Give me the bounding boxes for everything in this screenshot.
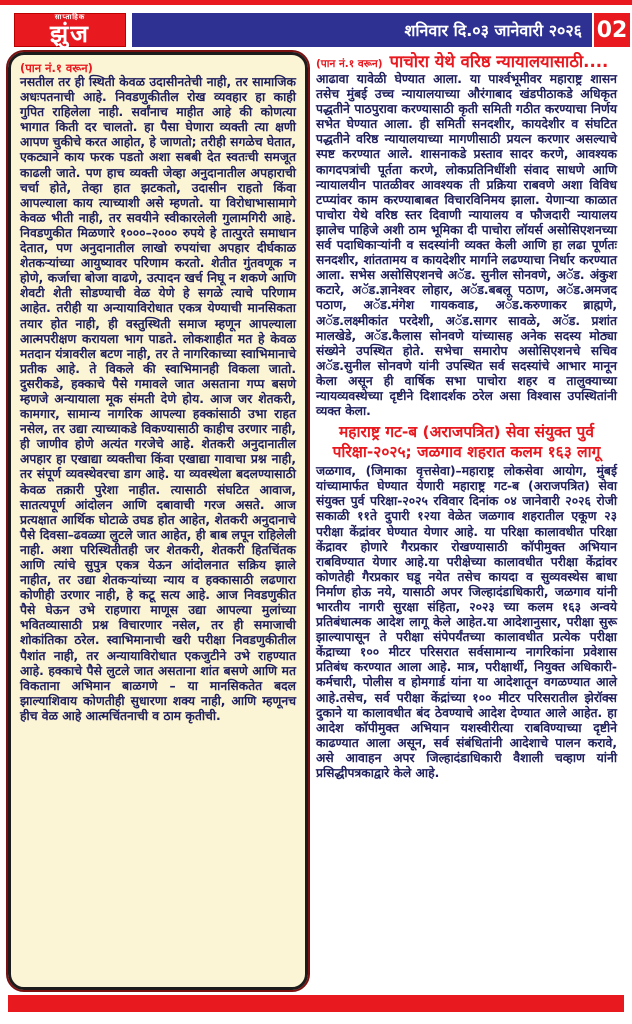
bottom-red-bar [8, 995, 624, 1012]
date-bar [132, 13, 592, 47]
top-red-rule [0, 0, 632, 5]
page-number-badge [594, 13, 630, 47]
newspaper-logo [14, 13, 126, 47]
left-article-body: नसतील तर ही स्थिती केवळ उदासीनतेची नाही, तर सामाजिक अधःपतनाची आहे. निवडणुकीतील रोख व्यवहार हा काही गुपित राहिलेला नाही. सर्वांनाच माहीत आहे की कोणत्या भागात किती दर चालतो. हा पैसा घेणारा व्यक्ती त्या क्षणी आपण चुकीचे करत आहोत, हे जाणतो; तरीही सगळेच घेतात, एकट्याने काय फरक पडतो अशा सबबी देत स्वतःची समजूत काढली जाते. पण हाच व्यक्ती जेव्हा अनुदानातील अपहाराची चर्चा होते, तेव्हा हात झटकतो, उदासीन राहतो किंवा आपल्याला काय त्याच्याशी असे म्हणतो. या विरोधाभासामागे केवळ भीती नाही, तर सवयीने स्वीकारलेली गुलामगिरी आहे. निवडणुकीत मिळणारे १०००–२००० रुपये हे तात्पुरते समाधान देतात, पण अनुदानातील लाखो रुपयांचा अपहार दीर्घकाळ शेतकऱ्यांच्या आयुष्यावर परिणाम करतो. शेतीत गुंतवणूक न होणे, कर्जाचा बोजा वाढणे, उत्पादन खर्च निघू न शकणे आणि शेवटी शेती सोडण्याची वेळ येणे हे सगळे त्याचे परिणाम आहेत. तरीही या अन्यायाविरोधात एकत्र येण्याची मानसिकता तयार होत नाही, ही वस्तुस्थिती समाज म्हणून आपल्याला आत्मपरीक्षण करायला भाग पाडते. लोकशाहीत मत हे केवळ मतदान यंत्रावरील बटण नाही, तर ते नागरिकाच्या स्वाभिमानाचे प्रतीक आहे. ते विकले की स्वाभिमानही विकला जातो. दुसरीकडे, हक्काचे पैसे गमावले जात असताना गप्प बसणे म्हणजे अन्यायाला मूक संमती देणे होय. आज जर शेतकरी, कामगार, सामान्य नागरिक आपल्या हक्कांसाठी उभा राहत नसेल, तर उद्या त्याच्याकडे विकण्यासाठी काहीच उरणार नाही, ही जाणीव होणे अत्यंत गरजेचे आहे. शेतकरी अनुदानातील अपहार हा एखाद्या व्यक्तीचा किंवा एखाद्या गावाचा प्रश्न नाही, तर संपूर्ण व्यवस्थेवरचा डाग आहे. या व्यवस्थेला बदलण्यासाठी केवळ तक्रारी पुरेशा नाहीत. त्यासाठी संघटित आवाज, सातत्यपूर्ण आंदोलन आणि दबावाची गरज असते. आज प्रत्यक्षात आर्थिक घोटाळे उघड होत आहेत, शेतकरी अनुदानाचे पैसे दिवसा–ढवळ्या लुटले जात आहेत, ही बाब लपून राहिलेली नाही. अशा परिस्थितीतही जर शेतकरी, शेतकरी हितचिंतक आणि त्यांचे सुपुत्र एकत्र येऊन आंदोलनात सक्रिय झाले नाहीत, तर उद्या शेतकऱ्यांच्या न्याय व हक्कासाठी लढणारा कोणीही उरणार नाही, हे कटू सत्य आहे. आज निवडणुकीत पैसे घेऊन उभे राहणारा माणूस उद्या आपल्या मुलांच्या भवितव्यासाठी प्रश्न विचारणार नसेल, तर ही समाजाची शोकांतिका ठरेल. स्वाभिमानाची खरी परीक्षा निवडणुकीतील पैशांत नाही, तर अन्यायाविरोधात एकजुटीने उभे राहण्यात आहे. हक्काचे पैसे लुटले जात असताना शांत बसणे आणि मत विकताना अभिमान बाळगणे – या मानसिकतेत बदल झाल्याशिवाय कोणतीही सुधारणा शक्य नाही, आणि म्हणूनच हीच वेळ आहे आत्मचिंतनाची व ठाम कृतीची. [20, 75, 296, 723]
logo-tagline: साप्ताहिक [54, 13, 86, 21]
left-article-panel [8, 52, 308, 990]
right-continuation-label: (पान नं.१ वरून) [316, 58, 383, 70]
right-article1-body: आढावा यावेळी घेण्यात आला. या पार्श्वभूमीवर महाराष्ट्र शासन तसेच मुंबई उच्च न्यायालयाच्या औरंगाबाद खंडपीठाकडे अधिकृत पद्धतीने पाठपुरावा करण्यासाठी कृती समिती गठीत करण्याचा निर्णय सभेत घेण्यात आला. ही समिती सनदशीर, कायदेशीर व संघटित पद्धतीने वरिष्ठ न्यायालयाच्या मागणीसाठी प्रयत्न करणार असल्याचे स्पष्ट करण्यात आले. शासनाकडे प्रस्ताव सादर करणे, आवश्यक कागदपत्रांची पूर्तता करणे, लोकप्रतिनिधींशी संवाद साधणे आणि न्यायालयीन पातळीवर आवश्यक ती प्रक्रिया राबवणे अशा विविध टप्प्यांवर काम करण्याबाबत विचारविनिमय झाला. येणाऱ्या काळात पाचोरा येथे वरिष्ठ स्तर दिवाणी न्यायालय व फौजदारी न्यायालय झालेच पाहिजे अशी ठाम भूमिका दी पाचोरा लॉयर्स असोसिएशनच्या सर्व पदाधिकाऱ्यांनी व सदस्यांनी व्यक्त केली आणि हा लढा पूर्णतः सनदशीर, शांततामय व कायदेशीर मार्गाने लढण्याचा निर्धार करण्यात आला. सभेस असोसिएशनचे अॅड. सुनील सोनवणे, अॅड. अंकुश कटारे, अॅड.ज्ञानेश्वर लोहार, अॅड.बबलू पठाण, अॅड.अमजद पठाण, अॅड.मंगेश गायकवाड, अॅड.करुणाकर ब्राह्मणे, अॅड.लक्ष्मीकांत परदेशी, अॅड.सागर सावळे, अॅड. प्रशांत मालखेडे, अॅड.कैलास सोनवणे यांच्यासह अनेक सदस्य मोठ्या संख्येने उपस्थित होते. सभेचा समारोप असोसिएशनचे सचिव अॅड.सुनील सोनवणे यांनी उपस्थित सर्व सदस्यांचे आभार मानून केला असून ही वार्षिक सभा पाचोरा शहर व तालुक्याच्या न्यायव्यवस्थेच्या दृष्टीने दिशादर्शक ठरेल असा विश्वास उपस्थितांनी व्यक्त केला. [316, 72, 617, 419]
article2-headline-line2: परिक्षा-२०२५; जळगाव शहरात कलम १६३ लागू [332, 443, 601, 462]
issue-date: शनिवार दि.०३ जानेवारी २०२६ [404, 21, 582, 40]
masthead [14, 13, 630, 47]
right-headline-row [316, 52, 617, 71]
article-headline: पाचोरा येथे वरिष्ठ न्यायालयासाठी.... [389, 52, 609, 71]
article2-headline [316, 422, 617, 462]
left-continuation-label: (पान नं.१ वरून) [20, 61, 93, 75]
logo-title: झुंज [50, 20, 90, 48]
page-number: 02 [596, 17, 628, 43]
right-article-panel [313, 52, 619, 990]
right-article2-body: जळगाव, (जिमाका वृत्तसेवा)–महाराष्ट्र लोकसेवा आयोग, मुंबई यांच्यामार्फत घेण्यात येणारी महाराष्ट्र गट-ब (अराजपत्रित) सेवा संयुक्त पुर्व परिक्षा-२०२५ रविवार दिनांक ०४ जानेवारी २०२६ रोजी सकाळी ११ते दुपारी १२या वेळेत जळगाव शहरातील एकूण २३ परीक्षा केंद्रांवर घेण्यात येणार आहे. या परिक्षा कालावधीत परिक्षा केंद्रावर होणारे गैरप्रकार रोखण्यासाठी कॉपीमुक्त अभियान राबविण्यात येणार आहे.या परीक्षेच्या कालावधीत परीक्षा केंद्रांवर कोणतेही गैरप्रकार घडू नयेत तसेच कायदा व सुव्यवस्थेस बाधा निर्माण होऊ नये, यासाठी अपर जिल्हादंडाधिकारी, जळगाव यांनी भारतीय नागरी सुरक्षा संहिता, २०२३ च्या कलम १६३ अन्वये प्रतिबंधात्मक आदेश लागू केले आहेत.या आदेशानुसार, परीक्षा सुरू झाल्यापासून ते परीक्षा संपेपर्यंतच्या कालावधीत प्रत्येक परीक्षा केंद्राच्या १०० मीटर परिसरात सर्वसामान्य नागरिकांना प्रवेशास प्रतिबंध करण्यात आला आहे. मात्र, परीक्षार्थी, नियुक्त अधिकारी-कर्मचारी, पोलीस व होमगार्ड यांना या आदेशातून वगळण्यात आले आहे.तसेच, सर्व परीक्षा केंद्रांच्या १०० मीटर परिसरातील झेरॉक्स दुकाने या कालावधीत बंद ठेवण्याचे आदेश देण्यात आले आहेत. हा आदेश कॉपीमुक्त अभियान यशस्वीरीत्या राबविण्याच्या दृष्टीने काढण्यात आला असून, सर्व संबंधितांनी आदेशाचे पालन करावे, असे आवाहन अपर जिल्हादंडाधिकारी वैशाली चव्हाण यांनी प्रसिद्धीपत्रकाद्वारे केले आहे. [316, 464, 617, 781]
article-columns [8, 52, 624, 990]
article2-headline-line1: महाराष्ट्र गट-ब (अराजपत्रित) सेवा संयुक्त पुर्व [339, 423, 594, 442]
